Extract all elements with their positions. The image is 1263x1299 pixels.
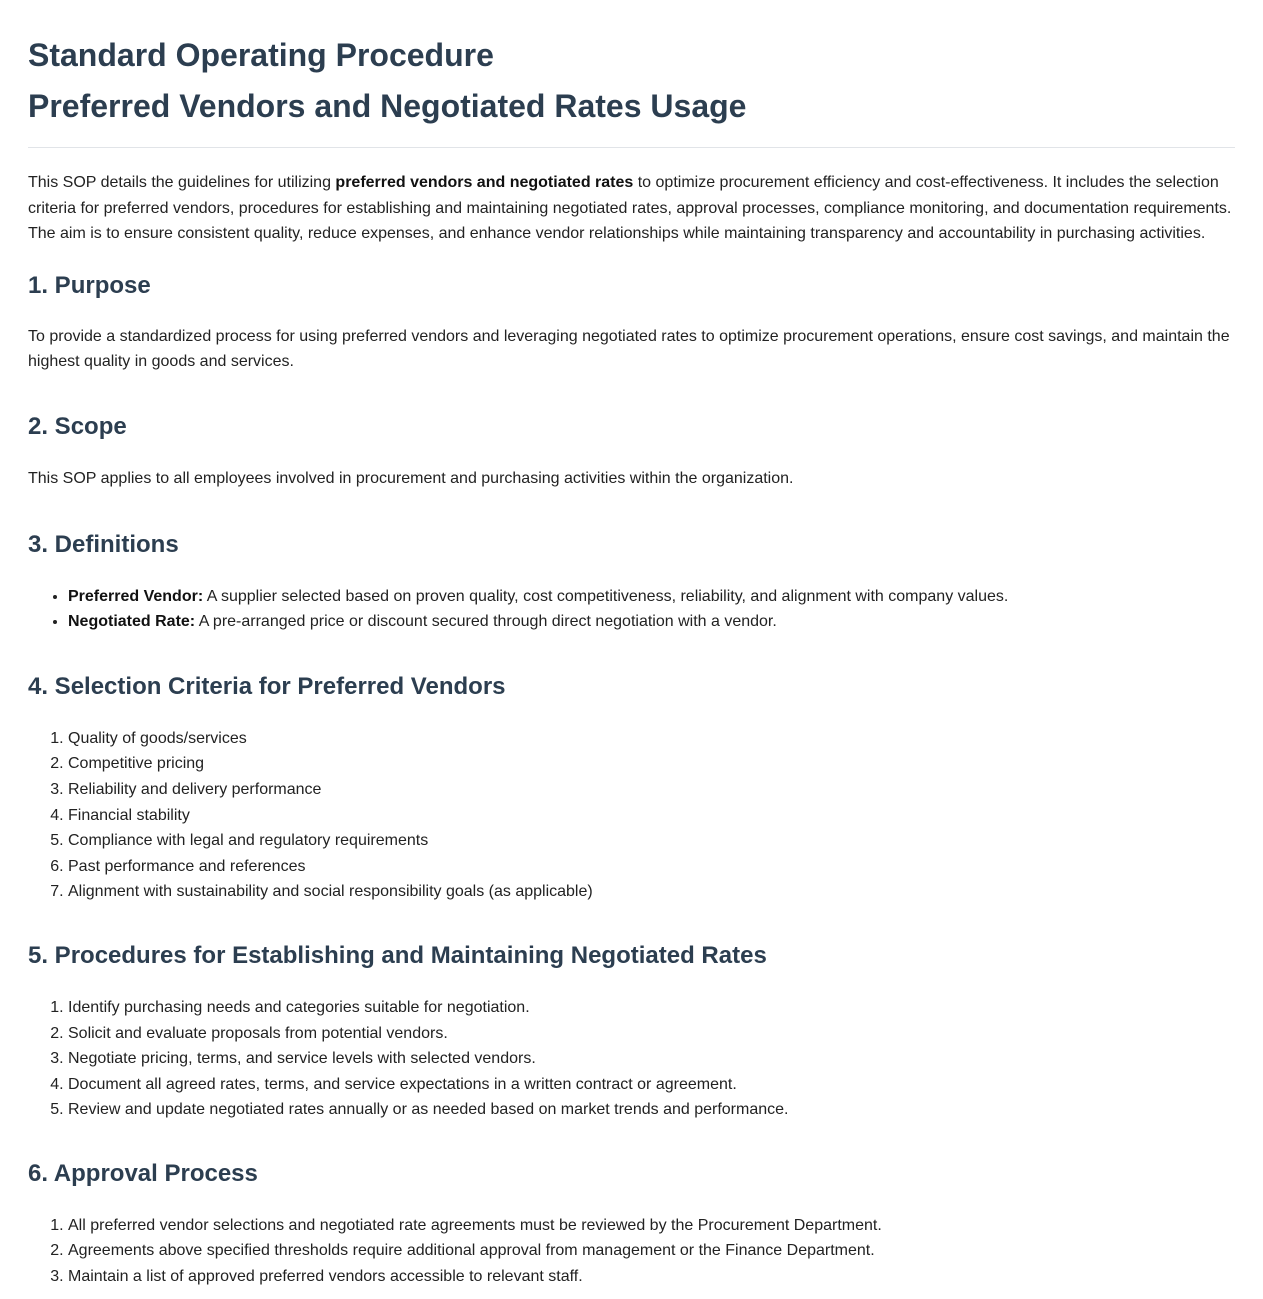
intro-paragraph [28, 170, 1235, 247]
procedures-list [28, 995, 1235, 1123]
document-subtitle: Preferred Vendors and Negotiated Rates Usage [28, 88, 747, 124]
section-heading-selection-criteria: 4. Selection Criteria for Preferred Vendors [28, 672, 506, 700]
section-heading-purpose: 1. Purpose [28, 271, 151, 299]
list-item: 1. All preferred vendor selections and negotiated rate agreements must be reviewed by the Procurement Department. [68, 1213, 1235, 1239]
definition-term: Negotiated Rate: [68, 613, 196, 631]
section-purpose [28, 271, 1235, 375]
section-text-scope: This SOP applies to all employees involved in procurement and purchasing activities within the organization. [28, 469, 794, 487]
section-definitions [28, 530, 1235, 635]
intro-text-after: to optimize procurement efficiency and cost-effectiveness. It includes the selection criteria for preferred vendors, procedures for establishing and maintaining negotiated rates, approval processes, compliance monitoring, and documentation requirements. The aim is to ensure consistent quality, reduce expenses, and enhance vendor relationships while maintaining transparency and accountability in purchasing activities. [28, 174, 1232, 243]
definition-term: Preferred Vendor: [68, 587, 204, 605]
list-item: 3. Reliability and delivery performance [68, 777, 1235, 803]
definition-item [68, 584, 1235, 610]
list-item: 3. Negotiate pricing, terms, and service levels with selected vendors. [68, 1046, 1235, 1072]
approval-list [28, 1213, 1235, 1290]
definition-text: A supplier selected based on proven quality, cost competitiveness, reliability, and alignment with company values. [203, 587, 1009, 605]
section-heading-definitions: 3. Definitions [28, 530, 179, 558]
list-item: 5. Compliance with legal and regulatory requirements [68, 828, 1235, 854]
definition-item [68, 609, 1235, 635]
document-header [28, 0, 1235, 148]
list-item: 2. Solicit and evaluate proposals from potential vendors. [68, 1021, 1235, 1047]
list-item: 2. Agreements above specified thresholds require additional approval from management or the Finance Department. [68, 1238, 1235, 1264]
intro-emphasis: preferred vendors and negotiated rates [335, 174, 634, 191]
definitions-list [28, 584, 1235, 635]
list-item: 1. Quality of goods/services [68, 726, 1235, 752]
section-scope [28, 412, 1235, 492]
list-item: 4. Financial stability [68, 803, 1235, 829]
section-approval [28, 1159, 1235, 1290]
section-selection-criteria [28, 672, 1235, 905]
section-text-purpose: To provide a standardized process for using preferred vendors and leveraging negotiated rates to optimize procurement operations, ensure cost savings, and maintain the highest quality in goods and services. [28, 327, 1230, 371]
list-item: 5. Review and update negotiated rates annually or as needed based on market trends and performance. [68, 1097, 1235, 1123]
list-item: 3. Maintain a list of approved preferred vendors accessible to relevant staff. [68, 1264, 1235, 1290]
intro-text-before: This SOP details the guidelines for utilizing [28, 174, 336, 191]
document-title: Standard Operating Procedure [28, 37, 494, 73]
section-heading-approval: 6. Approval Process [28, 1159, 258, 1187]
list-item: 2. Competitive pricing [68, 751, 1235, 777]
section-heading-scope: 2. Scope [28, 412, 127, 440]
definition-text: A pre-arranged price or discount secured through direct negotiation with a vendor. [195, 613, 777, 631]
list-item: 1. Identify purchasing needs and categories suitable for negotiation. [68, 995, 1235, 1021]
list-item: 4. Document all agreed rates, terms, and service expectations in a written contract or agreement. [68, 1072, 1235, 1098]
selection-criteria-list [28, 726, 1235, 905]
section-procedures [28, 941, 1235, 1123]
list-item: 6. Past performance and references [68, 854, 1235, 880]
section-heading-procedures: 5. Procedures for Establishing and Maintaining Negotiated Rates [28, 941, 767, 969]
list-item: 7. Alignment with sustainability and social responsibility goals (as applicable) [68, 879, 1235, 905]
